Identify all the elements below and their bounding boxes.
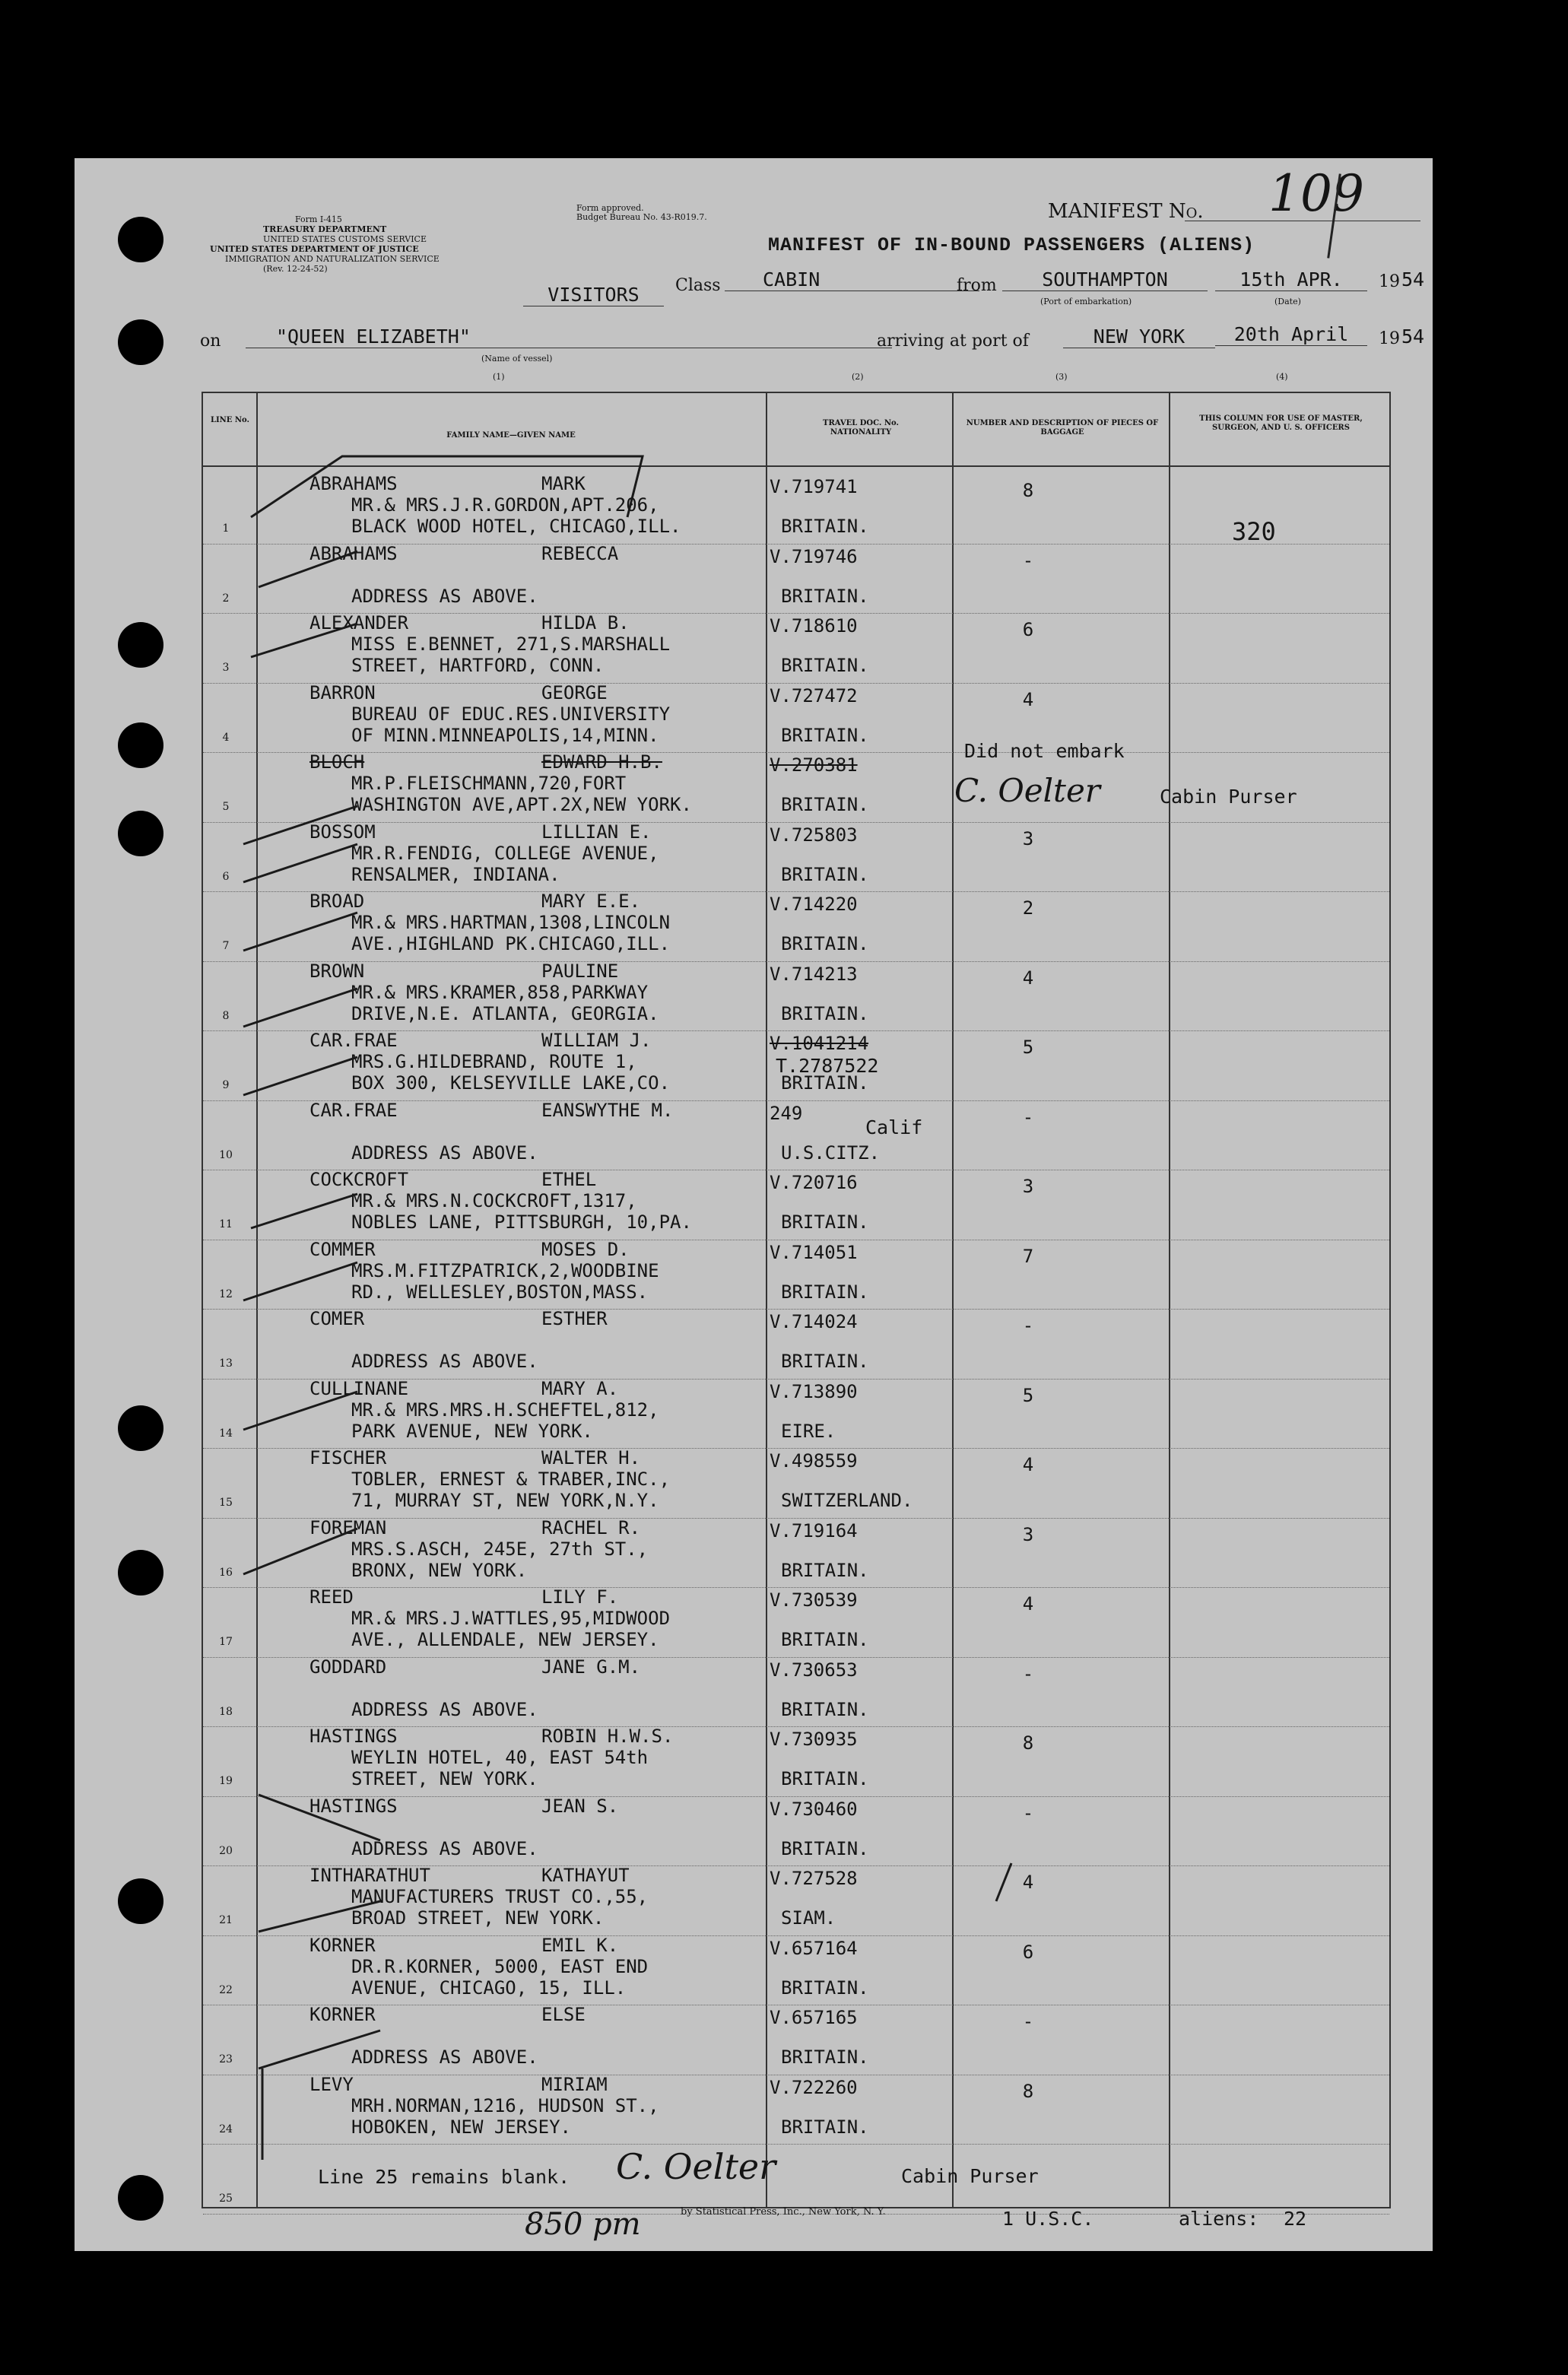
nationality: BRITAIN.	[781, 585, 869, 607]
passenger-given-name: WALTER H.	[541, 1447, 641, 1468]
passenger-family-name: FOREMAN	[309, 1516, 387, 1538]
nationality: BRITAIN.	[781, 1977, 869, 1999]
passenger-family-name: BOSSOM	[309, 821, 376, 843]
check-mark	[243, 806, 357, 844]
passenger-given-name: MARY A.	[541, 1377, 619, 1399]
travel-doc-number: V.714051	[770, 1241, 858, 1263]
treasury-dept: TREASURY DEPARTMENT	[263, 224, 387, 234]
port-note: (Port of embarkation)	[1040, 297, 1132, 306]
passenger-given-name: EDWARD H.B.	[541, 751, 662, 773]
travel-doc-number: V.730539	[770, 1589, 858, 1611]
nationality: SIAM.	[781, 1907, 836, 1929]
aliens-count: 22	[1284, 2208, 1307, 2230]
line-number: 15	[219, 1497, 233, 1509]
check-mark	[243, 1057, 357, 1095]
passenger-address-line1: MR.P.FLEISCHMANN,720,FORT	[351, 773, 627, 794]
passenger-family-name: CULLINANE	[309, 1377, 409, 1399]
passenger-address-line2: BRONX, NEW YORK.	[351, 1559, 528, 1581]
check-mark	[243, 844, 357, 882]
check-mark	[243, 1529, 357, 1574]
baggage-count: -	[1022, 1802, 1034, 1824]
baggage-count: 6	[1022, 1941, 1034, 1963]
passenger-address-line2: RENSALMER, INDIANA.	[351, 863, 560, 885]
passenger-given-name: MARK	[541, 473, 586, 494]
travel-doc-number: V.657165	[770, 2007, 858, 2028]
nationality: BRITAIN.	[781, 1211, 869, 1233]
passenger-address-line1: MRS.G.HILDEBRAND, ROUTE 1,	[351, 1051, 637, 1072]
col-doc-header: TRAVEL DOC. No. NATIONALITY	[823, 419, 899, 437]
travel-doc-number: V.720716	[770, 1172, 858, 1193]
on-label: on	[200, 332, 221, 351]
travel-doc-number: V.718610	[770, 615, 858, 637]
passenger-address-line2: NOBLES LANE, PITTSBURGH, 10,PA.	[351, 1211, 692, 1233]
passenger-given-name: ELSE	[541, 2004, 586, 2025]
arrival-date: 20th April	[1215, 323, 1367, 346]
line-number: 8	[222, 1009, 230, 1022]
passenger-given-name: MARY E.E.	[541, 891, 641, 912]
passenger-given-name: ESTHER	[541, 1308, 608, 1329]
passenger-address-line2: PARK AVENUE, NEW YORK.	[351, 1420, 593, 1442]
passenger-address-line1: MR.& MRS.MRS.H.SCHEFTEL,812,	[351, 1399, 659, 1421]
passenger-address-line2: 71, MURRAY ST, NEW YORK,N.Y.	[351, 1490, 659, 1511]
form-approved: Form approved.	[576, 203, 644, 213]
nationality: BRITAIN.	[781, 1281, 869, 1303]
line-number: 20	[219, 1844, 233, 1857]
travel-doc-number: V.719746	[770, 545, 858, 567]
baggage-count: 3	[1022, 1523, 1034, 1545]
travel-doc-number: V.1041214	[770, 1033, 869, 1054]
footer-signature: C. Oelter	[616, 2146, 776, 2187]
line-number: 2	[222, 592, 230, 605]
passenger-address-line2: BLACK WOOD HOTEL, CHICAGO,ILL.	[351, 516, 681, 537]
passenger-given-name: EMIL K.	[541, 1934, 619, 1956]
baggage-count: 3	[1022, 1176, 1034, 1197]
passenger-family-name: FISCHER	[309, 1447, 387, 1468]
line-number: 12	[219, 1288, 233, 1300]
line-number: 17	[219, 1636, 233, 1648]
passenger-family-name: KORNER	[309, 1934, 376, 1956]
passenger-family-name: ALEXANDER	[309, 612, 409, 633]
passenger-family-name: CAR.FRAE	[309, 1099, 398, 1121]
passenger-family-name: GODDARD	[309, 1656, 387, 1678]
check-mark	[251, 456, 643, 517]
passenger-address-line1: MR.& MRS.HARTMAN,1308,LINCOLN	[351, 912, 671, 933]
line-number: 18	[219, 1705, 233, 1718]
passenger-address-line2: HOBOKEN, NEW JERSEY.	[351, 2116, 571, 2138]
baggage-count: 8	[1022, 1732, 1034, 1754]
col-num-4: (4)	[1276, 372, 1288, 382]
nationality: BRITAIN.	[781, 516, 869, 537]
baggage-count: -	[1022, 549, 1034, 571]
nationality: BRITAIN.	[781, 1768, 869, 1789]
passenger-given-name: KATHAYUT	[541, 1865, 630, 1886]
baggage-count: 4	[1022, 1593, 1034, 1615]
passenger-given-name: EANSWYTHE M.	[541, 1099, 674, 1121]
travel-doc-number: V.657164	[770, 1937, 858, 1959]
nationality: BRITAIN.	[781, 1351, 869, 1372]
cabin-purser-label: Cabin Purser	[1160, 786, 1297, 808]
passenger-address-line2: STREET, HARTFORD, CONN.	[351, 655, 605, 676]
did-not-embark: Did not embark	[964, 740, 1125, 762]
check-mark	[996, 1863, 1011, 1901]
passenger-family-name: CAR.FRAE	[309, 1030, 398, 1051]
line-number: 19	[219, 1775, 233, 1787]
passenger-address-line2: ADDRESS AS ABOVE.	[351, 1141, 538, 1164]
passenger-address-line2: BOX 300, KELSEYVILLE LAKE,CO.	[351, 1072, 671, 1094]
passenger-address-line1: MANUFACTURERS TRUST CO.,55,	[351, 1886, 649, 1907]
passenger-given-name: MOSES D.	[541, 1238, 630, 1260]
line-number: 14	[219, 1427, 233, 1440]
passenger-family-name: HASTINGS	[309, 1726, 398, 1747]
nationality: BRITAIN.	[781, 2116, 869, 2138]
passenger-family-name: HASTINGS	[309, 1795, 398, 1817]
col-line-header: LINE No.	[210, 416, 250, 424]
nationality: EIRE.	[781, 1420, 836, 1442]
usc-count: 1 U.S.C.	[1002, 2208, 1094, 2230]
passenger-address-line1: MISS E.BENNET, 271,S.MARSHALL	[351, 633, 671, 655]
line-number: 23	[219, 2053, 233, 2065]
footer-cabin-purser: Cabin Purser	[901, 2165, 1039, 2187]
aliens-label: aliens:	[1179, 2208, 1259, 2230]
reserved-doc-number: T.2787522	[776, 1055, 879, 1077]
handwritten-time: 850 pm	[525, 2207, 641, 2242]
baggage-count: 5	[1022, 1384, 1034, 1406]
check-mark	[243, 1262, 357, 1300]
travel-doc-number: V.498559	[770, 1450, 858, 1472]
purser-signature: C. Oelter	[954, 772, 1100, 809]
baggage-count: 7	[1022, 1245, 1034, 1267]
passenger-given-name: PAULINE	[541, 960, 619, 982]
check-mark	[259, 1901, 380, 1932]
passenger-family-name: COMMER	[309, 1238, 376, 1260]
travel-doc-number: V.719741	[770, 476, 858, 497]
manifest-label: MANIFEST No.	[1048, 200, 1204, 223]
nationality: BRITAIN.	[781, 1837, 869, 1859]
passenger-family-name: BARRON	[309, 681, 376, 703]
rev-date: (Rev. 12-24-52)	[263, 264, 328, 274]
passenger-address-line1: WEYLIN HOTEL, 40, EAST 54th	[351, 1747, 649, 1768]
nationality: SWITZERLAND.	[781, 1490, 913, 1511]
passenger-given-name: GEORGE	[541, 681, 608, 703]
passenger-address-line2: BROAD STREET, NEW YORK.	[351, 1907, 605, 1929]
nationality: U.S.CITZ.	[781, 1141, 881, 1164]
passenger-given-name: JEAN S.	[541, 1795, 619, 1817]
nationality: BRITAIN.	[781, 933, 869, 954]
passenger-given-name: JANE G.M.	[541, 1656, 641, 1678]
passenger-address-line1: MRS.M.FITZPATRICK,2,WOODBINE	[351, 1259, 659, 1281]
passenger-address-line1: MR.& MRS.J.R.GORDON,APT.206,	[351, 494, 659, 516]
baggage-count: -	[1022, 1106, 1034, 1128]
check-mark	[251, 1194, 357, 1228]
arrival-year: 54	[1401, 325, 1425, 348]
nationality: BRITAIN.	[781, 1629, 869, 1650]
col-name-header: FAMILY NAME—GIVEN NAME	[446, 431, 576, 440]
baggage-count: 8	[1022, 480, 1034, 501]
arrival-port: NEW YORK	[1063, 325, 1215, 348]
nationality: BRITAIN.	[781, 724, 869, 746]
line-number: 13	[219, 1357, 233, 1370]
line-number: 6	[222, 870, 230, 883]
check-mark	[259, 2030, 380, 2069]
travel-doc-number: 249	[770, 1102, 803, 1124]
passenger-address-line1: TOBLER, ERNEST & TRABER,INC.,	[351, 1468, 671, 1490]
passenger-address-line2: AVENUE, CHICAGO, 15, ILL.	[351, 1977, 627, 1999]
passenger-family-name: REED	[309, 1586, 354, 1608]
line-number: 9	[222, 1079, 230, 1091]
travel-doc-number: V.730935	[770, 1729, 858, 1750]
passenger-given-name: REBECCA	[541, 542, 619, 564]
col-num-3: (3)	[1055, 372, 1068, 382]
nationality: BRITAIN.	[781, 794, 869, 815]
line-number: 16	[219, 1566, 233, 1579]
nationality: BRITAIN.	[781, 1002, 869, 1024]
baggage-count: 8	[1022, 2080, 1034, 2102]
budget-bureau: Budget Bureau No. 43-R019.7.	[576, 212, 707, 222]
officer-number: 320	[1232, 517, 1276, 546]
passenger-family-name: BROWN	[309, 960, 365, 982]
arrival-year-prefix: 19	[1379, 329, 1400, 348]
travel-doc-number: V.727472	[770, 684, 858, 706]
manifest-title: MANIFEST OF IN-BOUND PASSENGERS (ALIENS)	[768, 234, 1255, 256]
baggage-count: 5	[1022, 1037, 1034, 1058]
printer-credit: by Statistical Press, Inc., New York, N. Y.	[681, 2206, 886, 2218]
manifest-number: 109	[1268, 164, 1364, 223]
baggage-count: 2	[1022, 897, 1034, 919]
calif-note: Calif	[865, 1116, 923, 1138]
passenger-address-line2: AVE., ALLENDALE, NEW JERSEY.	[351, 1629, 659, 1650]
travel-doc-number: V.727528	[770, 1868, 858, 1889]
travel-doc-number: V.714024	[770, 1311, 858, 1332]
col-baggage-header: NUMBER AND DESCRIPTION OF PIECES OF BAGGAGE	[966, 419, 1159, 437]
travel-doc-number: V.714213	[770, 963, 858, 985]
from-label: from	[957, 276, 997, 295]
vessel-note: (Name of vessel)	[481, 354, 553, 364]
nationality: BRITAIN.	[781, 655, 869, 676]
passenger-address-line1: MR.& MRS.N.COCKCROFT,1317,	[351, 1190, 637, 1211]
date-note: (Date)	[1274, 297, 1301, 306]
col-officers-header: THIS COLUMN FOR USE OF MASTER, SURGEON, AND U. S. OFFICERS	[1199, 414, 1363, 432]
passenger-family-name: COCKCROFT	[309, 1169, 409, 1190]
passenger-address-line1: MR.R.FENDIG, COLLEGE AVENUE,	[351, 842, 659, 864]
passenger-address-line1: MR.& MRS.KRAMER,858,PARKWAY	[351, 981, 649, 1003]
travel-doc-number: V.270381	[770, 754, 858, 776]
travel-doc-number: V.719164	[770, 1519, 858, 1542]
travel-doc-number: V.714220	[770, 894, 858, 915]
passenger-given-name: MIRIAM	[541, 2073, 608, 2095]
travel-doc-number: V.730653	[770, 1659, 858, 1681]
passenger-address-line2: ADDRESS AS ABOVE.	[351, 2046, 538, 2068]
justice-dept: UNITED STATES DEPARTMENT OF JUSTICE	[210, 244, 419, 254]
class-value: CABIN	[725, 268, 979, 291]
baggage-count: 4	[1022, 967, 1034, 989]
passenger-family-name: LEVY	[309, 2073, 354, 2095]
baggage-count: -	[1022, 1315, 1034, 1336]
baggage-count: 4	[1022, 1872, 1034, 1893]
line-number: 22	[219, 1983, 233, 1996]
line25-note: Line 25 remains blank.	[318, 2166, 570, 2188]
passenger-family-name: INTHARATHUT	[309, 1865, 430, 1886]
travel-doc-number: V.730460	[770, 1798, 858, 1820]
customs-service: UNITED STATES CUSTOMS SERVICE	[263, 234, 427, 244]
depart-year: 54	[1401, 268, 1425, 291]
passenger-given-name: ROBIN H.W.S.	[541, 1726, 674, 1747]
passenger-address-line2: AVE.,HIGHLAND PK.CHICAGO,ILL.	[351, 933, 671, 954]
passenger-given-name: HILDA B.	[541, 612, 630, 633]
passenger-address-line2: STREET, NEW YORK.	[351, 1768, 538, 1789]
passenger-address-line2: ADDRESS AS ABOVE.	[351, 585, 538, 607]
travel-doc-number: V.713890	[770, 1380, 858, 1402]
check-mark	[259, 551, 357, 587]
line-number: 1	[222, 522, 230, 535]
passenger-address-line2: ADDRESS AS ABOVE.	[351, 1351, 538, 1372]
depart-date: 15th APR.	[1215, 268, 1367, 291]
line-number: 4	[222, 731, 230, 744]
form-number: Form I-415	[295, 214, 342, 224]
col-num-1: (1)	[493, 372, 505, 382]
travel-doc-number: V.722260	[770, 2076, 858, 2098]
passenger-address-line2: ADDRESS AS ABOVE.	[351, 1837, 538, 1859]
passenger-address-line1: DR.R.KORNER, 5000, EAST END	[351, 1955, 649, 1977]
baggage-count: 4	[1022, 1454, 1034, 1475]
passenger-address-line1: MRH.NORMAN,1216, HUDSON ST.,	[351, 2094, 659, 2116]
passenger-address-line2: WASHINGTON AVE,APT.2X,NEW YORK.	[351, 794, 692, 815]
passenger-address-line1: BUREAU OF EDUC.RES.UNIVERSITY	[351, 703, 671, 725]
passenger-given-name: LILLIAN E.	[541, 821, 652, 843]
baggage-count: -	[1022, 2011, 1034, 2032]
check-mark	[243, 913, 357, 951]
nationality: BRITAIN.	[781, 2046, 869, 2068]
line-number: 7	[222, 940, 230, 952]
line-number: 21	[219, 1914, 233, 1926]
passenger-address-line2: OF MINN.MINNEAPOLIS,14,MINN.	[351, 724, 659, 746]
passenger-family-name: BLOCH	[309, 751, 365, 773]
passenger-address-line2: RD., WELLESLEY,BOSTON,MASS.	[351, 1281, 649, 1303]
baggage-count: 6	[1022, 619, 1034, 640]
check-mark	[259, 1795, 380, 1840]
baggage-count: -	[1022, 1662, 1034, 1684]
check-mark	[251, 624, 357, 657]
line-number: 11	[219, 1218, 233, 1230]
passenger-family-name: COMER	[309, 1308, 365, 1329]
class-label: Class	[675, 276, 721, 295]
passenger-family-name: ABRAHAMS	[309, 542, 398, 564]
passenger-given-name: WILLIAM J.	[541, 1030, 652, 1051]
line-number: 24	[219, 2123, 233, 2135]
nationality: BRITAIN.	[781, 1072, 869, 1094]
line-number: 10	[219, 1148, 233, 1161]
col-num-2: (2)	[852, 372, 864, 382]
passenger-family-name: KORNER	[309, 2004, 376, 2025]
nationality: BRITAIN.	[781, 1559, 869, 1581]
category: VISITORS	[523, 284, 664, 306]
passenger-family-name: ABRAHAMS	[309, 473, 398, 494]
passenger-family-name: BROAD	[309, 891, 365, 912]
check-mark	[243, 989, 357, 1027]
travel-doc-number: V.725803	[770, 824, 858, 846]
arriving-label: arriving at port of	[877, 332, 1029, 351]
baggage-count: 3	[1022, 827, 1034, 849]
from-value: SOUTHAMPTON	[1002, 268, 1208, 291]
passenger-given-name: LILY F.	[541, 1586, 619, 1608]
line-number: 3	[222, 662, 230, 674]
line-number: 5	[222, 801, 230, 813]
depart-year-prefix: 19	[1379, 272, 1400, 291]
passenger-given-name: RACHEL R.	[541, 1516, 641, 1538]
passenger-given-name: ETHEL	[541, 1169, 597, 1190]
ins-service: IMMIGRATION AND NATURALIZATION SERVICE	[225, 254, 440, 264]
passenger-address-line1: MRS.S.ASCH, 245E, 27th ST.,	[351, 1538, 649, 1560]
nationality: BRITAIN.	[781, 1698, 869, 1720]
passenger-address-line2: ADDRESS AS ABOVE.	[351, 1698, 538, 1720]
check-mark	[243, 1392, 357, 1430]
line-number: 25	[219, 2192, 233, 2205]
baggage-count: 4	[1022, 688, 1034, 710]
nationality: BRITAIN.	[781, 863, 869, 885]
passenger-address-line2: DRIVE,N.E. ATLANTA, GEORGIA.	[351, 1002, 659, 1024]
vessel-name: "QUEEN ELIZABETH"	[246, 325, 892, 348]
passenger-address-line1: MR.& MRS.J.WATTLES,95,MIDWOOD	[351, 1608, 671, 1629]
